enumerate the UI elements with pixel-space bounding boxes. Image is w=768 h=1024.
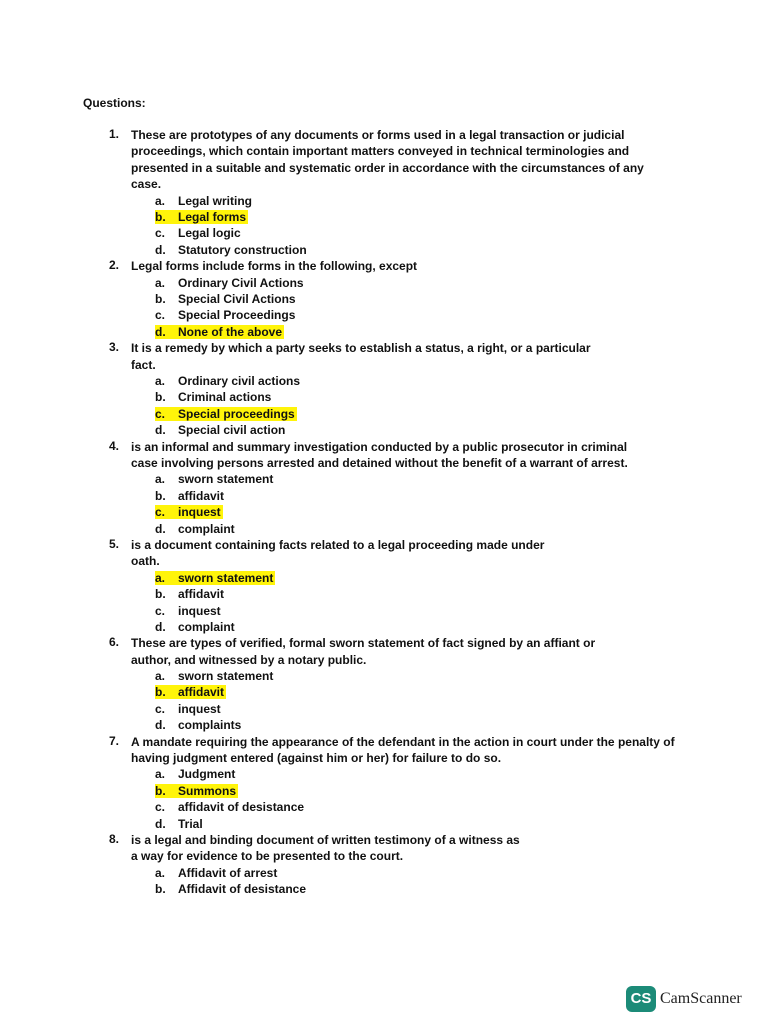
option-text: Legal forms [178,210,247,225]
question-number: 3. [109,340,120,355]
option-letter: d. [155,619,166,634]
option-item [155,570,768,586]
option-item [155,242,768,258]
option-item [155,225,768,241]
question-5 [0,537,768,635]
option-text: sworn statement [178,669,274,684]
option-letter: c. [155,308,166,323]
option-item [155,783,768,799]
option-text: sworn statement [178,472,274,487]
camscanner-logo-icon: CS [626,986,656,1012]
option-letter: d. [155,423,166,438]
option-list [0,570,768,636]
option-text: complaint [178,619,235,634]
option-letter: a. [155,373,166,388]
option-text: affidavit [178,488,225,503]
option-item [155,307,768,323]
option-text: inquest [178,505,221,520]
question-7 [0,734,768,832]
option-content [155,472,273,486]
option-letter: b. [155,783,166,798]
option-text: affidavit [178,587,225,602]
option-letter: a. [155,472,166,487]
option-content [155,423,285,437]
option-content [155,226,241,240]
option-text: affidavit [178,685,225,700]
option-item [155,406,768,422]
question-number: 2. [109,258,120,273]
question-number: 8. [109,832,120,847]
question-4 [0,439,768,537]
option-text: Legal writing [178,193,253,208]
option-text: Criminal actions [178,390,272,405]
option-letter: a. [155,193,166,208]
answer-highlight [155,784,238,798]
option-text: Summons [178,783,237,798]
option-text: complaints [178,718,242,733]
option-item [155,701,768,717]
option-item [155,586,768,602]
option-item [155,389,768,405]
option-letter: b. [155,210,166,225]
option-text: Legal logic [178,226,241,241]
option-text: Ordinary civil actions [178,373,301,388]
option-letter: a. [155,767,166,782]
option-text: Ordinary Civil Actions [178,275,304,290]
option-content [155,489,224,503]
question-list [0,127,768,898]
question-text: is an informal and summary investigation conducted by a public prosecutor in criminal case involving persons arrested and detained without the benefit of a warrant of arrest. [131,439,628,470]
answer-highlight [155,325,284,339]
option-text: complaint [178,521,235,536]
option-item [155,324,768,340]
option-text: inquest [178,603,221,618]
option-text: Special civil action [178,423,286,438]
option-text: inquest [178,701,221,716]
question-number: 1. [109,127,120,141]
option-letter: c. [155,603,166,618]
option-letter: b. [155,882,166,897]
option-content [155,276,304,290]
option-content [155,718,241,732]
option-item [155,373,768,389]
option-item [155,504,768,520]
question-text: is a document containing facts related to a legal proceeding made under oath. [131,537,545,569]
option-list [0,766,768,832]
question-number: 7. [109,733,120,748]
option-item [155,471,768,487]
option-item [155,668,768,684]
option-list [0,471,768,537]
option-item [155,521,768,537]
option-letter: b. [155,587,166,602]
question-text: Legal forms include forms in the following, except [131,259,418,274]
option-letter: c. [155,226,166,241]
option-letter: b. [155,488,166,503]
option-letter: c. [155,701,166,716]
option-content [155,390,271,404]
option-text: Affidavit of arrest [178,865,278,880]
option-content [155,817,203,831]
option-text: Statutory construction [178,242,307,257]
question-text: These are types of verified, formal sworn statement of fact signed by an affiant or author, and witnessed by a notary public. [131,636,596,667]
question-number: 6. [109,635,120,650]
option-list [0,193,768,259]
option-item [155,684,768,700]
option-letter: a. [155,570,166,585]
page-heading: Questions: [83,96,146,110]
option-letter: b. [155,291,166,306]
option-content [155,882,306,896]
option-content [155,702,221,716]
option-item [155,422,768,438]
option-letter: d. [155,718,166,733]
option-item [155,816,768,832]
option-letter: d. [155,816,166,831]
option-content [155,522,235,536]
option-content [155,308,295,322]
question-8 [0,832,768,898]
option-item [155,488,768,504]
option-content [155,194,252,208]
option-item [155,881,768,897]
option-item [155,193,768,209]
option-item [155,275,768,291]
question-number: 5. [109,536,120,551]
answer-highlight [155,407,297,421]
option-content [155,587,224,601]
option-text: affidavit of desistance [178,800,305,815]
question-text: A mandate requiring the appearance of the defendant in the action in court under the penalty of having judgment entered (against him or her) for failure to do so. [131,734,675,766]
option-item [155,766,768,782]
answer-highlight [155,505,223,519]
option-letter: c. [155,800,166,815]
option-item [155,799,768,815]
option-item [155,603,768,619]
option-text: sworn statement [178,570,274,585]
option-content [155,604,221,618]
option-content [155,767,235,781]
question-text: It is a remedy by which a party seeks to establish a status, a right, or a particular fact. [131,341,591,372]
option-content [155,800,304,814]
option-item [155,717,768,733]
option-content [155,620,235,634]
option-text: Affidavit of desistance [178,882,307,897]
question-3 [0,340,768,438]
option-list [0,373,768,439]
answer-highlight [155,571,275,585]
option-content [155,669,273,683]
question-text: is a legal and binding document of written testimony of a witness as a way for evidence to be presented to the court. [131,833,520,864]
option-list [0,275,768,341]
option-item [155,209,768,225]
option-text: Special Proceedings [178,308,296,323]
option-letter: b. [155,685,166,700]
option-item [155,865,768,881]
option-letter: a. [155,275,166,290]
option-list [0,865,768,898]
option-text: Trial [178,816,203,831]
option-content [155,374,300,388]
option-text: Special Civil Actions [178,291,296,306]
option-text: Judgment [178,767,236,782]
answer-highlight [155,685,226,699]
camscanner-brand: CamScanner [660,990,742,1007]
answer-highlight [155,210,248,224]
option-letter: a. [155,865,166,880]
option-letter: d. [155,324,166,339]
question-6 [0,635,768,733]
question-2 [0,258,768,340]
option-letter: c. [155,505,166,520]
question-number: 4. [109,438,120,453]
option-item [155,291,768,307]
option-text: Special proceedings [178,406,295,421]
option-letter: d. [155,521,166,536]
option-list [0,668,768,734]
option-content [155,866,277,880]
option-content [155,292,296,306]
option-letter: d. [155,242,166,257]
option-item [155,619,768,635]
option-content [155,243,307,257]
option-text: None of the above [178,324,283,339]
question-1 [0,127,768,258]
option-letter: c. [155,406,166,421]
option-letter: b. [155,390,166,405]
question-text: These are prototypes of any documents or forms used in a legal transaction or judicial proceedings, which contain important matters conveyed in technical terminologies and presented in a suitable and systematic order in accordance with the circumstances of any case. [131,128,644,192]
option-letter: a. [155,669,166,684]
